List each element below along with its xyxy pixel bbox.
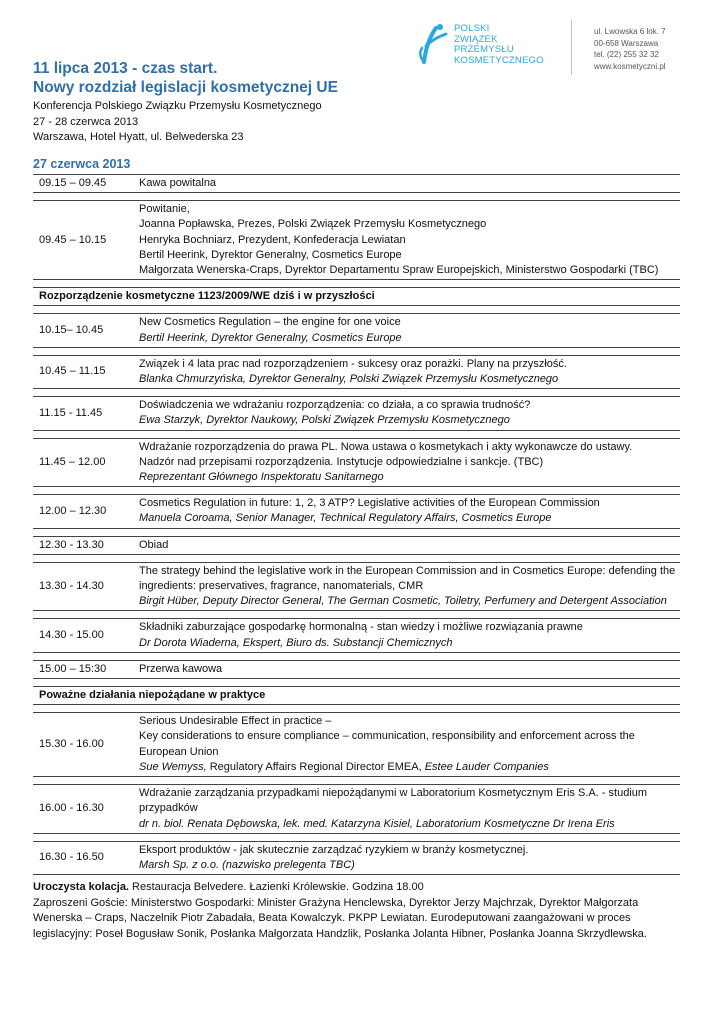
agenda-time: 10.45 – 11.15 [39,365,106,378]
address-block [594,26,666,72]
agenda-description [139,201,680,279]
agenda-time: 12.00 – 12.30 [39,504,107,517]
agenda-row [33,313,680,347]
agenda-description [139,713,680,776]
agenda-topic-line: Nadzór nad przepisami rozporządzenia. Instytucje odpowiedzialne i sankcje. (TBC) [139,455,544,468]
agenda-speaker: Dr Dorota Wiaderna, Ekspert, Biuro ds. Substancji Chemicznych [139,636,453,649]
agenda-time: 14.30 - 15.00 [39,629,104,642]
agenda-topic-line: Cosmetics Regulation in future: 1, 2, 3 ATP? Legislative activities of the European Commission [139,497,600,510]
agenda-table [33,174,680,882]
agenda-time: 16.00 - 16.30 [39,802,104,815]
conference-dates: 27 - 28 czerwca 2013 [33,115,139,128]
organization-logo [416,18,566,72]
agenda-row [33,396,680,430]
agenda-description [139,495,680,527]
agenda-row [33,784,680,834]
agenda-row [33,174,680,193]
agenda-topic-line: Wdrażanie rozporządzenia do prawa PL. Nowa ustawa o kosmetykach i akty wykonawcze do ustawy. [139,440,633,453]
conference-name: Konferencja Polskiego Związku Przemysłu Kosmetycznego [33,100,322,112]
logo-line: PRZEMYSŁU [454,44,514,55]
agenda-speaker: dr n. biol. Renata Dębowska, lek. med. Katarzyna Kisiel, Laboratorium Kosmetyczne Dr Irena Eris [139,817,615,830]
logo-line: POLSKI [454,23,490,34]
agenda-row [33,562,680,612]
logo-figure-icon [416,22,450,68]
agenda-section-heading: Poważne działania niepożądane w praktyce [33,686,680,705]
address-street: ul. Lwowska 6 lok. 7 [594,27,666,36]
agenda-time: 13.30 - 14.30 [39,580,104,593]
conference-info [33,99,322,146]
agenda-speaker [139,760,680,775]
speaker-role: Regulatory Affairs Regional Director EMEA, [206,760,425,773]
agenda-row [33,841,680,875]
agenda-section-heading: Rozporządzenie kosmetyczne 1123/2009/WE dziś i w przyszłości [33,287,680,306]
agenda-description [139,314,680,346]
dinner-text: Restauracja Belvedere. Łazienki Królewskie. Godzina 18.00 [129,881,424,893]
logo-text [454,24,544,66]
dinner-note [33,880,683,896]
agenda-speaker: Blanka Chmurzyńska, Dyrektor Generalny, Polski Związek Przemysłu Kosmetycznego [139,373,559,386]
agenda-topic-line: Małgorzata Wenerska-Craps, Dyrektor Departamentu Spraw Europejskich, Ministerstwo Gospodarki (TBC) [139,264,659,277]
agenda-description [139,842,680,874]
agenda-row [33,536,680,555]
agenda-description [139,397,680,429]
agenda-topic-line: Składniki zaburzające gospodarkę hormonalną - stan wiedzy i możliwe rozwiązania prawne [139,621,583,634]
agenda-time: 15.30 - 16.00 [39,738,104,751]
agenda-speaker: Marsh Sp. z o.o. (nazwisko prelegenta TBC) [139,858,355,871]
speaker-organization: Estee Lauder Companies [424,760,549,773]
agenda-topic-line: Powitanie, [139,203,190,216]
agenda-description [139,537,680,554]
footer-notes [33,880,683,942]
address-city: 00-658 Warszawa [594,38,659,48]
agenda-row [33,712,680,777]
agenda-time: 12.30 - 13.30 [39,538,104,551]
agenda-topic-line: New Cosmetics Regulation – the engine for one voice [139,316,401,329]
dinner-label: Uroczysta kolacja. [33,881,129,893]
conference-venue: Warszawa, Hotel Hyatt, ul. Belwederska 23 [33,131,244,143]
logo-line: ZWIĄZEK [454,33,498,45]
page-subtitle: Nowy rozdział legislacji kosmetycznej UE [33,79,338,96]
agenda-topic-line: Serious Undesirable Effect in practice – [139,715,332,728]
agenda-topic-line: Obiad [139,538,169,551]
agenda-speaker: Ewa Starzyk, Dyrektor Naukowy, Polski Związek Przemysłu Kosmetycznego [139,414,510,427]
agenda-row [33,200,680,280]
logo-line: KOSMETYCZNEGO [454,54,544,66]
page-title: 11 lipca 2013 - czas start. [33,60,218,77]
agenda-speaker: Birgit Hüber, Deputy Director General, The German Cosmetic, Toiletry, Perfumery and Detergent Association [139,595,667,608]
agenda-row [33,438,680,488]
agenda-description [139,439,680,487]
agenda-row [33,355,680,389]
agenda-description [139,619,680,651]
agenda-topic-line: Joanna Popławska, Prezes, Polski Związek Przemysłu Kosmetycznego [139,218,487,231]
agenda-time: 09.15 – 09.45 [39,177,107,189]
agenda-row [33,618,680,652]
agenda-topic-line: Doświadczenia we wdrażaniu rozporządzenia: co działa, a co sprawia trudność? [139,399,531,412]
agenda-topic-line: Wdrażanie zarządzania przypadkami niepożądanymi w Laboratorium Kosmetycznym Eris S.A. - studium przypadków [139,787,648,815]
agenda-topic-line: Key considerations to ensure compliance – communication, responsibility and enforcement across the European Union [139,730,635,758]
agenda-description [139,563,680,611]
agenda-time: 11.45 – 12.00 [39,455,106,468]
agenda-row [33,660,680,679]
agenda-speaker: Reprezentant Głównego Inspektoratu Sanitarnego [139,471,384,484]
agenda-description [139,661,680,678]
agenda-time: 15.00 – 15:30 [39,662,107,675]
agenda-topic-line: Kawa powitalna [139,177,217,189]
agenda-description [139,175,680,192]
agenda-topic-line: Bertil Heerink, Dyrektor Generalny, Cosmetics Europe [139,248,402,261]
speaker-name: Sue Wemyss, [139,760,207,773]
agenda-time: 16.30 - 16.50 [39,851,104,864]
address-phone: tel. (22) 255 32 32 [594,50,659,59]
agenda-description [139,785,680,833]
agenda-description [139,356,680,388]
day-heading: 27 czerwca 2013 [33,157,131,171]
agenda-topic-line: Henryka Bochniarz, Prezydent, Konfederacja Lewiatan [139,233,406,246]
agenda-topic-line: Związek i 4 lata prac nad rozporządzeniem - sukcesy oraz porażki. Plany na przyszłość. [139,357,567,370]
agenda-time: 10.15– 10.45 [39,324,104,337]
guests-note: Zaproszeni Goście: Ministerstwo Gospodarki: Minister Grażyna Henclewska, Dyrektor Jerzy Majchrzak, Dyrektor Małgorzata Wenerska – Craps, Naczelnik Piotr Zabadała, Beata Kowalczyk. PKPP Lewiatan. Eurodeputowani zaangażowani w proces legislacyjny: Poseł Bogusław Sonik, Posłanka Małgorzata Handzlik, Posłanka Jolanta Hibner, Posłanka Joanna Skrzydlewska. [33,896,647,940]
agenda-time: 11.15 - 11.45 [39,406,103,419]
agenda-speaker: Manuela Coroama, Senior Manager, Technical Regulatory Affairs, Cosmetics Europe [139,512,552,525]
agenda-topic-line: Przerwa kawowa [139,662,223,675]
address-website: www.kosmetyczni.pl [594,61,666,71]
agenda-speaker: Bertil Heerink, Dyrektor Generalny, Cosmetics Europe [139,331,402,344]
agenda-time: 09.45 – 10.15 [39,233,107,246]
header-divider [571,20,572,75]
agenda-topic-line: Eksport produktów - jak skutecznie zarządzać ryzykiem w branży kosmetycznej. [139,843,529,856]
agenda-row [33,494,680,528]
agenda-topic-line: The strategy behind the legislative work in the European Commission and in Cosmetics Europe: defending the ingredients: preservatives, fragrance, nanomaterials, CMR [139,564,676,593]
